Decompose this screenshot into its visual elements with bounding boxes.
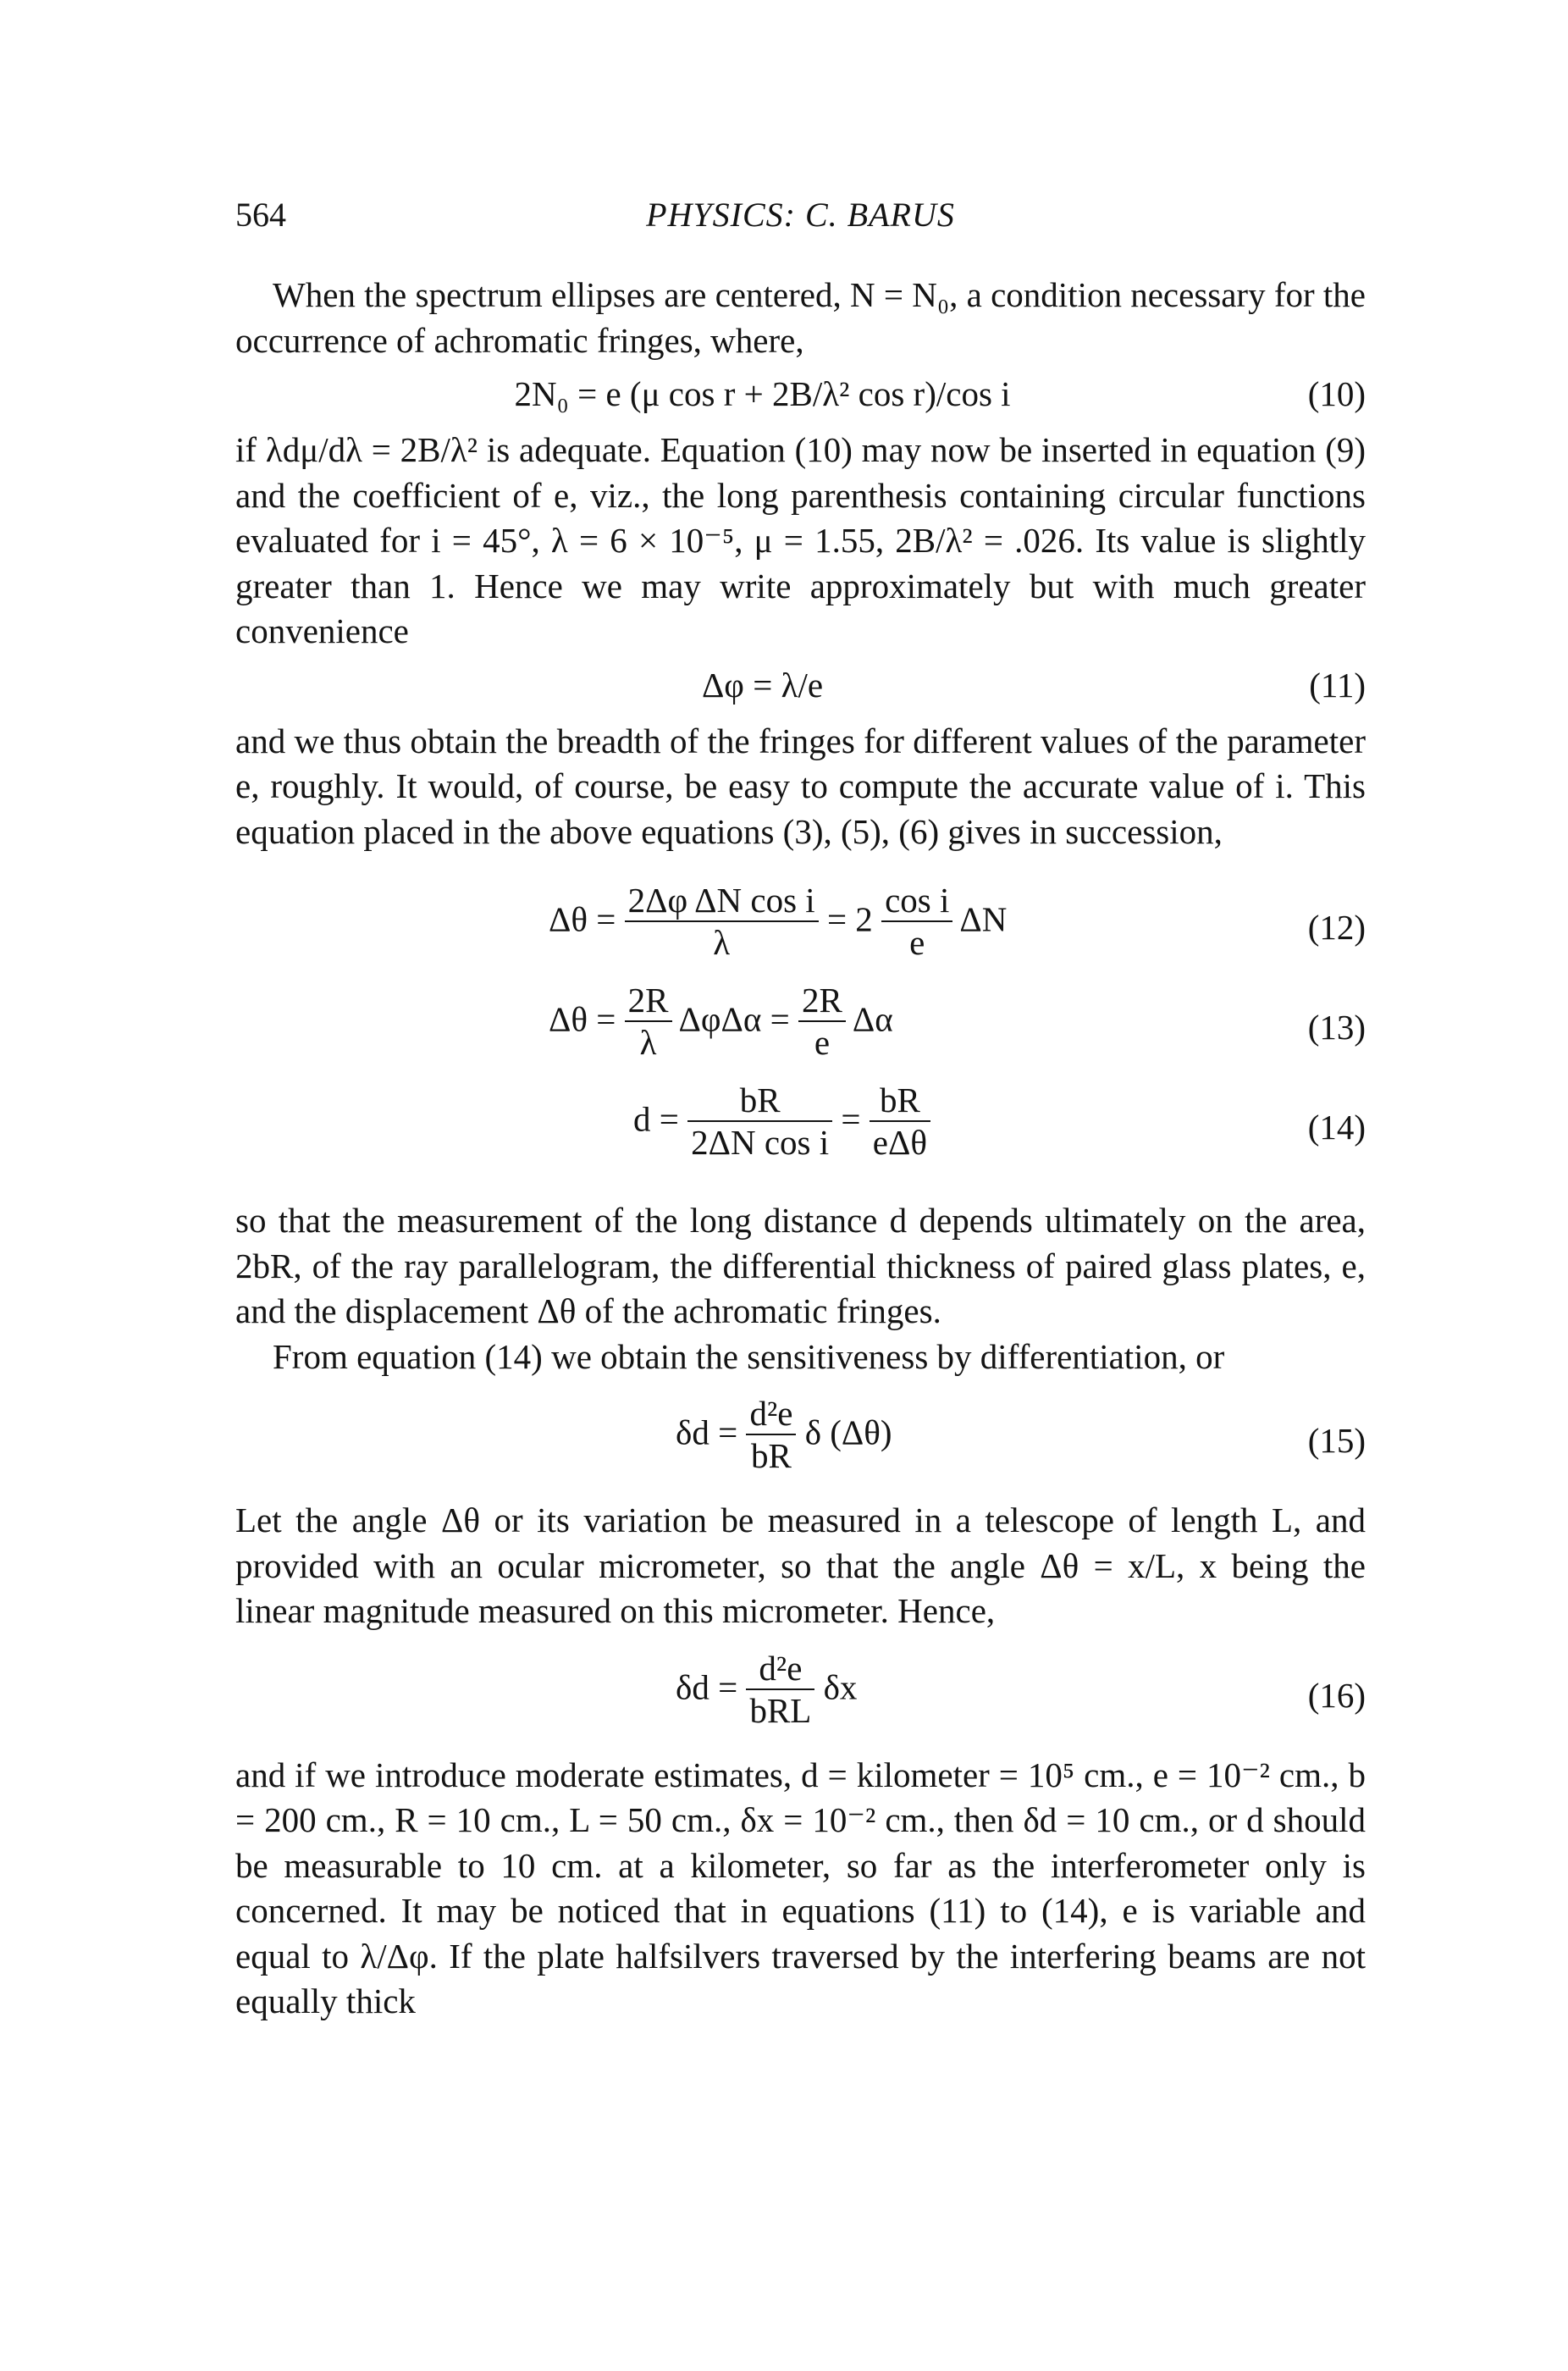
equation-12-fraction-2 (881, 880, 952, 963)
equation-12-middle: = 2 (826, 899, 873, 939)
equation-13-fraction-2-denominator: e (814, 1023, 831, 1062)
equation-16-denominator: bRL (749, 1690, 812, 1730)
paragraph-2: if λdμ/dλ = 2B/λ² is adequate. Equation (10) may now be inserted in equation (9) and the coefficient of e, viz., the long parenthesis containing circular functions evaluated for i = 45°, λ = 6 × 10⁻⁵, μ = 1.55, 2B/λ² = .026. Its value is slightly greater than 1. Hence we may write approximately but with much greater convenience (235, 430, 1366, 650)
equation-10-number: (10) (1307, 374, 1366, 413)
equation-12-fraction-2-denominator: e (909, 923, 925, 962)
equation-10-body: 2N₀ = e (μ cos r + 2B/λ² cos r)/cos i (514, 374, 1011, 413)
equation-13-fraction-1-denominator: λ (639, 1023, 657, 1062)
equation-13 (235, 976, 1366, 1076)
equation-13-lhs: Δθ = (549, 999, 616, 1039)
page-number: 564 (235, 196, 286, 234)
equation-12 (235, 876, 1366, 976)
equation-14-fraction-2 (870, 1080, 930, 1163)
equation-16-number: (16) (1307, 1675, 1366, 1715)
equation-11-body: Δφ = λ/e (701, 665, 824, 705)
equation-15 (235, 1390, 1366, 1489)
equation-16-tail: δx (823, 1666, 858, 1706)
equation-12-number: (12) (1307, 908, 1366, 947)
equation-13-fraction-2-numerator: 2R (798, 980, 846, 1022)
equation-13-fraction-1 (625, 980, 672, 1063)
equation-12-fraction-1-numerator: 2Δφ ΔN cos i (625, 880, 819, 922)
equation-14 (235, 1076, 1366, 1183)
paragraph-3: and we thus obtain the breadth of the fringes for different values of the parameter e, roughly. It would, of course, be easy to compute the accurate value of i. This equation placed in the above equations (3), (5), (6) gives in succession, (235, 721, 1366, 851)
page (235, 195, 1366, 2025)
equation-15-lhs: δd = (676, 1412, 738, 1452)
equation-13-number: (13) (1307, 1008, 1366, 1047)
running-title: PHYSICS: C. BARUS (646, 196, 955, 234)
equation-11 (235, 663, 1366, 710)
equation-15-tail: δ (Δθ) (804, 1412, 892, 1452)
equation-12-lhs: Δθ = (549, 899, 616, 939)
equation-16 (235, 1644, 1366, 1744)
equation-14-lhs: d = (633, 1099, 679, 1139)
paragraph-1: When the spectrum ellipses are centered, N = N₀, a condition necessary for the occurrence of achromatic fringes, where, (235, 275, 1366, 360)
equation-15-number: (15) (1307, 1421, 1366, 1460)
equation-15-numerator: d²e (746, 1393, 796, 1435)
equation-14-number: (14) (1307, 1108, 1366, 1147)
equation-16-numerator: d²e (746, 1648, 814, 1690)
equation-10 (235, 372, 1366, 419)
equation-13-tail: Δα (852, 999, 893, 1039)
equation-15-denominator: bR (751, 1436, 792, 1475)
equation-13-middle: ΔφΔα = (678, 999, 790, 1039)
equation-14-fraction-1 (687, 1080, 832, 1163)
equation-13-fraction-1-numerator: 2R (625, 980, 672, 1022)
equation-11-number: (11) (1309, 665, 1366, 705)
equation-12-fraction-1-denominator: λ (713, 923, 731, 962)
equation-14-middle: = (841, 1099, 861, 1139)
equation-13-fraction-2 (798, 980, 846, 1063)
paragraph-6: Let the angle Δθ or its variation be measured in a telescope of length L, and provided with an ocular micrometer, so that the angle Δθ = x/L, x being the linear magnitude measured on this micrometer. Hence, (235, 1501, 1366, 1630)
equation-14-fraction-2-denominator: eΔθ (872, 1123, 927, 1162)
paragraph-4: so that the measurement of the long distance d depends ultimately on the area, 2bR, of the ray parallelogram, the differential thickness of paired glass plates, e, and the displacement Δθ of the achromatic fringes. (235, 1201, 1366, 1330)
equation-14-fraction-1-numerator: bR (687, 1080, 832, 1122)
equation-16-fraction (746, 1648, 814, 1731)
paragraph-5: From equation (14) we obtain the sensitiveness by differentiation, or (273, 1336, 1225, 1376)
equation-12-tail: ΔN (959, 899, 1008, 939)
page-header (235, 195, 1366, 246)
equation-12-fraction-1 (625, 880, 819, 963)
equation-12-fraction-2-numerator: cos i (881, 880, 952, 922)
paragraph-7: and if we introduce moderate estimates, d = kilometer = 10⁵ cm., e = 10⁻² cm., b = 200 cm., R = 10 cm., L = 50 cm., δx = 10⁻² cm., then δd = 10 cm., or d should be measurable to 10 cm. at a kilometer, so far as the interferometer only is concerned. It may be noticed that in equations (11) to (14), e is variable and equal to λ/Δφ. If the plate halfsilvers traversed by the interfering beams are not equally thick (235, 1755, 1366, 2020)
equation-14-fraction-2-numerator: bR (870, 1080, 930, 1122)
equation-14-fraction-1-denominator: 2ΔN cos i (691, 1123, 830, 1162)
equation-15-fraction (746, 1393, 796, 1476)
equation-16-lhs: δd = (676, 1666, 738, 1706)
